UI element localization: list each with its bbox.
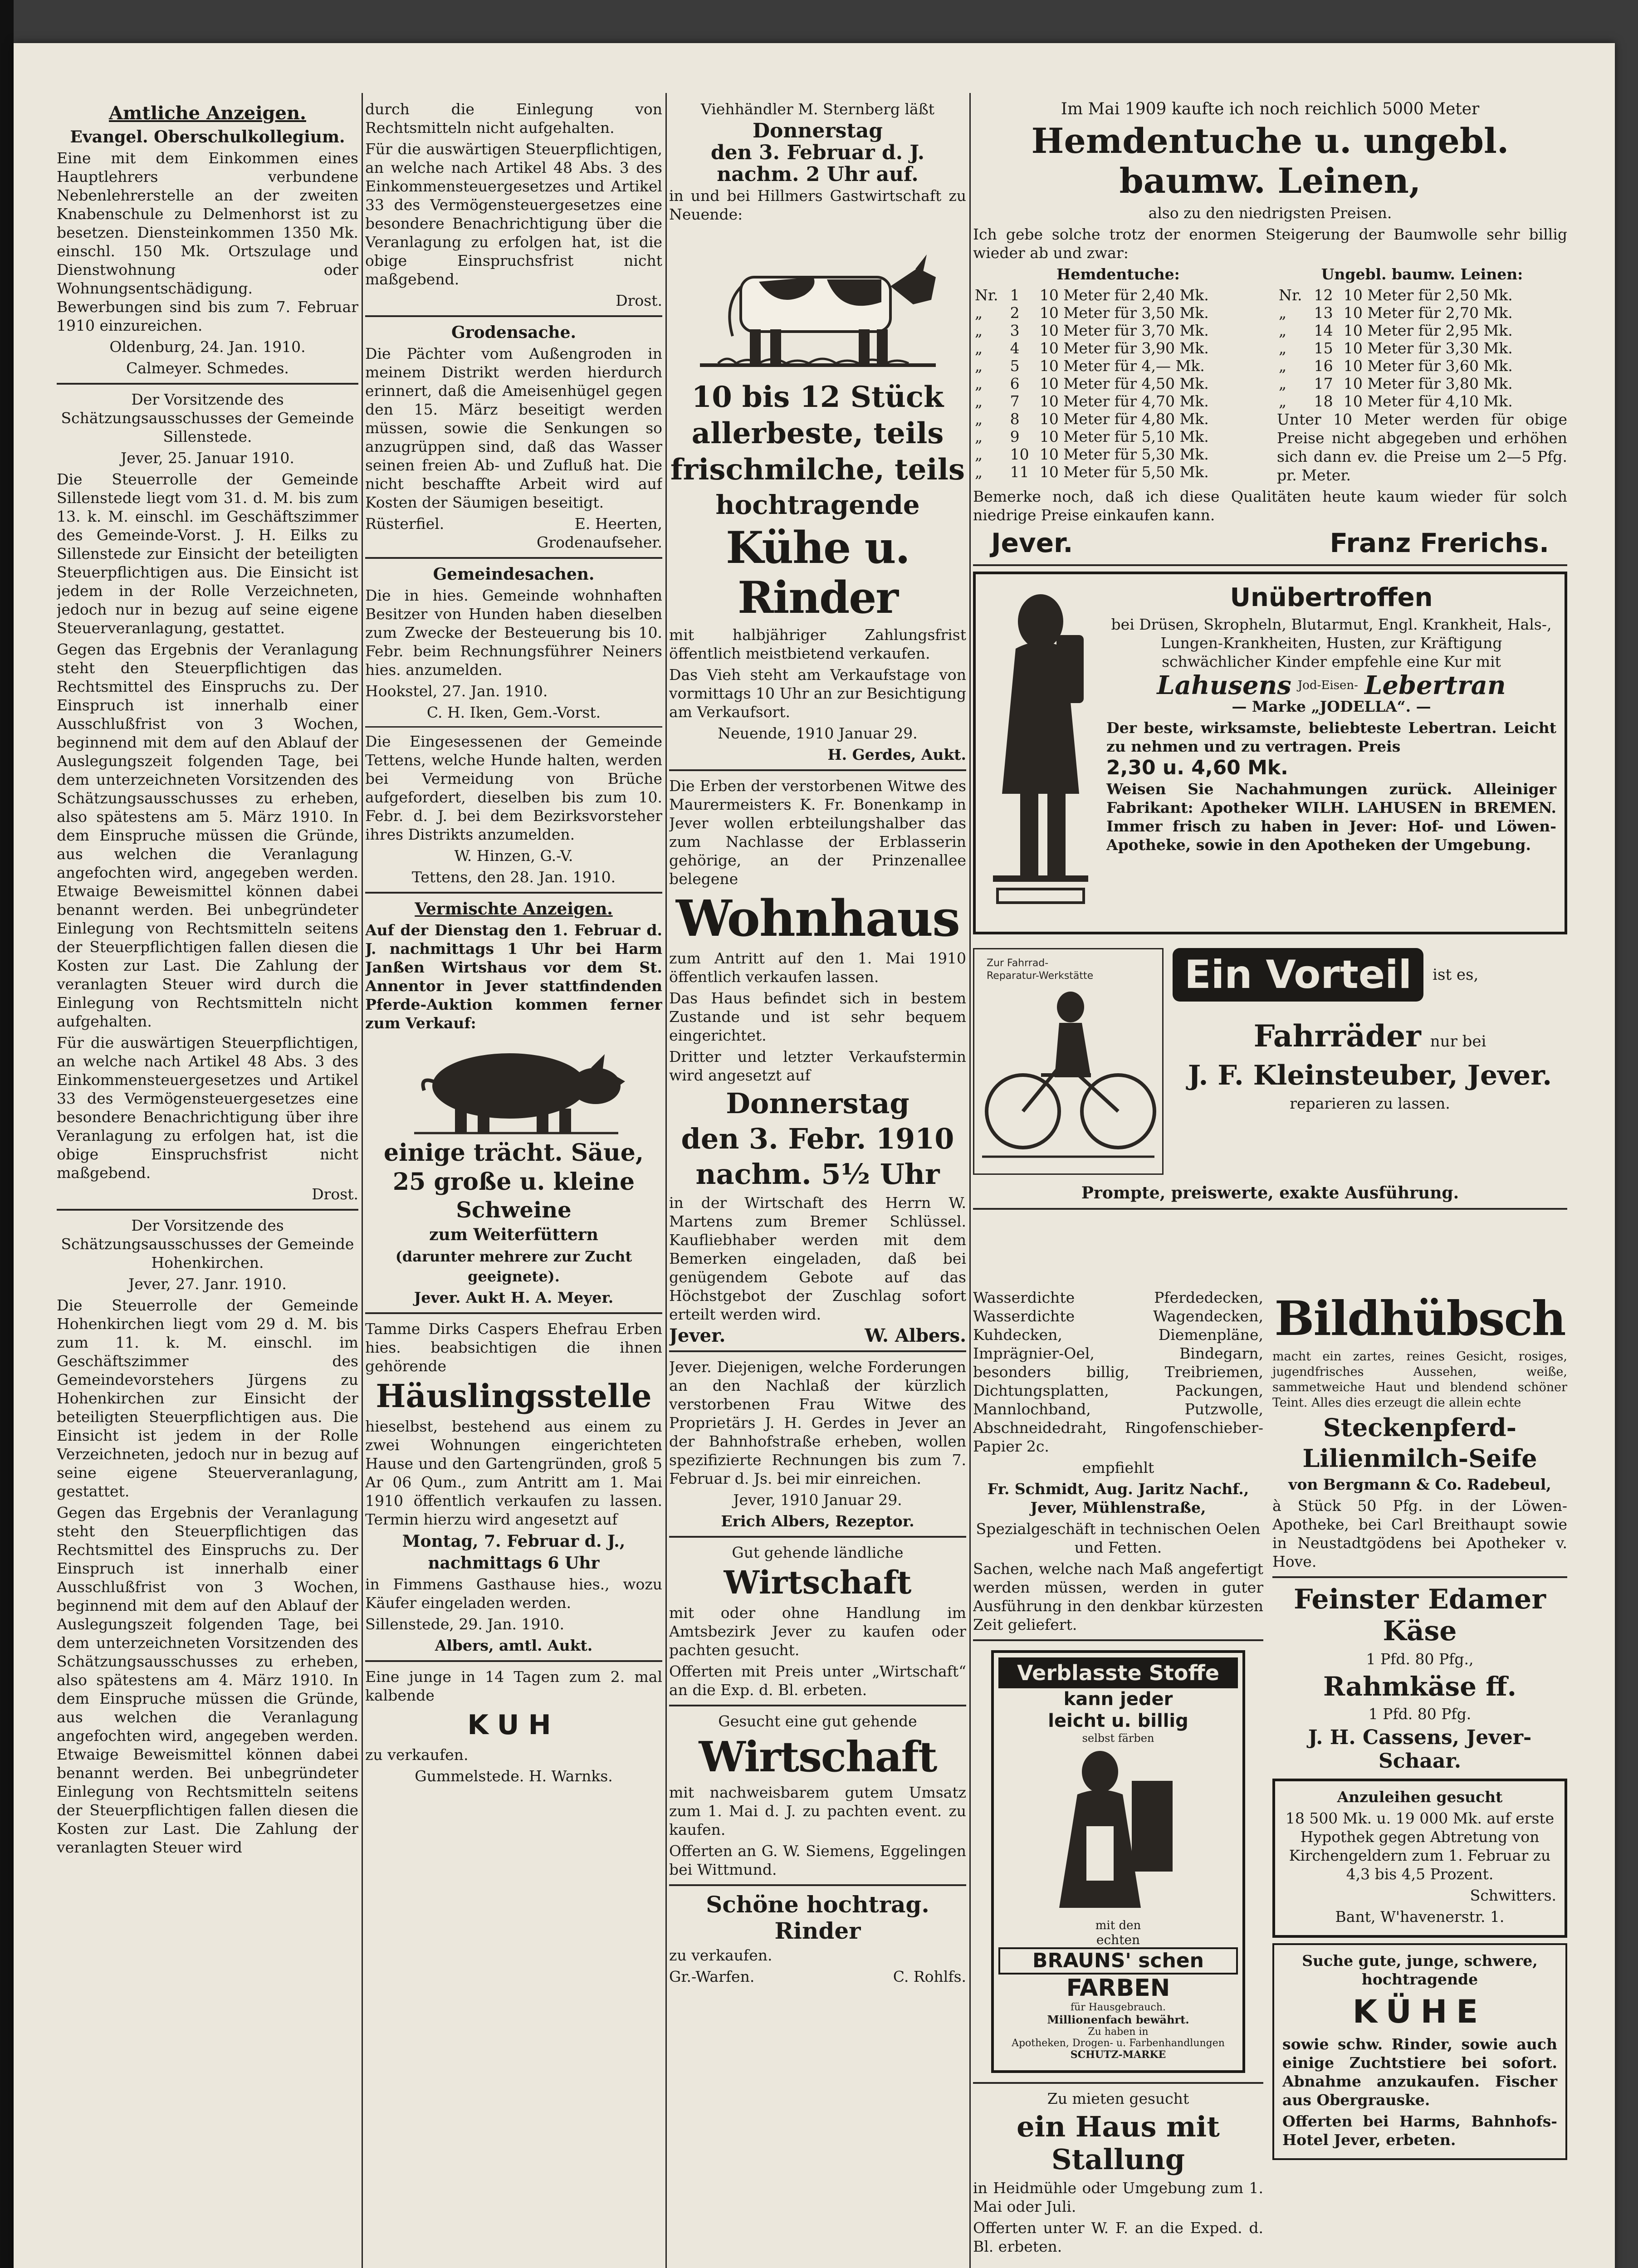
ad-signature: H. Gerdes, Aukt. [827,746,966,763]
cow-illustration [691,227,945,377]
ad-subline: also zu den niedrigsten Preisen. [1148,204,1392,222]
divider [365,557,662,559]
price-cell: Nr. [1279,286,1302,304]
kleinsteuber-banner-row [1173,948,1567,1002]
price-cell: 10 Meter für 3,50 Mk. [1039,304,1209,322]
price-cell: 12 [1314,286,1333,304]
price-cell: 10 Meter für 2,50 Mk. [1343,286,1513,304]
price-cell: „ [975,463,983,481]
ad-signature: Drost. [616,292,662,309]
ad-body: Das Haus befindet sich in bestem Zustande und ist sehr bequem eingerichtet. [669,989,966,1044]
price-row [973,463,1263,481]
price-row [1277,304,1567,322]
ad-body: Bemerke noch, daß ich diese Qualitäten heute kaum wieder für solch niedrige Preise einkaufen kann. [973,488,1567,524]
brauns-text: Millionenfach bewährt. [1047,2013,1189,2026]
brand-type: Jod-Eisen- [1297,679,1358,692]
ad-signature-row [669,1326,966,1345]
ad-signature: Schwitters. [1470,1887,1556,1904]
kleinsteuber-text [1173,948,1567,1184]
price-cell: 10 Meter für 4,10 Mk. [1343,392,1513,410]
ad-signature: C. H. Iken, Gem.-Vorst. [426,704,601,721]
ad-body: mit nachweisbarem gutem Umsatz zum 1. Mai d. J. zu pachten event. zu kaufen. [669,1784,966,1838]
brand-marke: — Marke „JODELLA“. — [1232,698,1431,715]
brauns-title: Verblasste Stoffe [998,1657,1238,1688]
ad-signature: C. Rohlfs. [893,1968,966,1985]
divider [973,2082,1263,2084]
brand-product: Lebertran [1364,670,1506,700]
divider [57,383,358,385]
ad-place: Jever. [991,528,1073,558]
price-cell: 10 Meter für 5,10 Mk. [1039,428,1209,445]
ad-date: Donnerstag [726,1087,909,1120]
lahusen-brand [1106,670,1556,700]
price-row [973,375,1263,392]
ad-headline: Feinster Edamer Käse [1294,1584,1546,1647]
price-cell: 9 [1010,428,1020,445]
price-cell: 17 [1314,375,1333,392]
ad-body: mit oder ohne Handlung im Amtsbezirk Jever zu kaufen oder pachten gesucht. [669,1604,966,1659]
price-cell: 10 Meter für 2,70 Mk. [1343,304,1513,322]
brauns-text: echten [1096,1932,1140,1947]
divider [669,1705,966,1706]
ad-footer: Prompte, preiswerte, exakte Ausführung. [1081,1183,1459,1202]
ad-body: Gegen das Ergebnis der Veranlagung steht den Steuerpflichtigen das Rechtsmittel des Einspruchs zu. Der Einspruch ist innerhalb einer Ausschlußfrist von 3 Wochen, beginnend mit dem auf den Ablauf der Auslegungszeit folgenden Tage, bei dem unterzeichneten Vorsitzenden des Schätzungsausschusses zu erheben, also spätestens am 4. März 1910. In dem Einspruche müssen die Gründe, aus welchen die Veranlagung angefochten wird, angegeben werden. Etwaige Beweismittel können dabei benannt werden. Bei unbegründeter Einlegung von Rechtsmitteln seitens der Steuerpflichtigen fallen diesen die Kosten zur Last. Die Zahlung der veranlagten Steuer wird [57,1504,358,1856]
divider [365,1660,662,1662]
ad-price: 1 Pfd. 80 Pfg. [1368,1705,1472,1723]
newspaper-page [14,43,1615,2268]
price-cell: 14 [1314,322,1333,339]
column-2 [365,100,662,2268]
price-cell: „ [1279,339,1287,357]
ad-body: Gegen das Ergebnis der Veranlagung steht den Steuerpflichtigen das Rechtsmittel des Einspruchs zu. Der Einspruch ist innerhalb einer Ausschlußfrist von 3 Wochen, beginnend mit dem auf den Ablauf der Auslegungszeit folgenden Tage, bei dem unterzeichneten Vorsitzenden des Schätzungsausschusses zu erheben, also spätestens am 5. März 1910. In dem Einspruche müssen die Gründe, aus welchen die Veranlagung angefochten wird, angegeben werden. Etwaige Beweismittel können dabei benannt werden. Bei unbegründeter Einlegung von Rechtsmitteln seitens der Steuerpflichtigen fallen diesen die Kosten zur Last. Die Zahlung der veranlagten Steuer wird durch die Einlegung von Rechtsmitteln nicht aufgehalten. [57,640,358,1030]
ad-intro: Im Mai 1909 kaufte ich noch reichlich 5000 Meter [1061,100,1480,118]
price-cell: „ [1279,375,1287,392]
ad-title: Grodensache. [451,323,577,342]
price-row [973,410,1263,428]
ad-headline: 25 große u. kleine [392,1168,635,1196]
price-cell: „ [975,375,983,392]
price-cell: 13 [1314,304,1333,322]
ad-intro: Suche gute, junge, schwere, hochtragende [1302,1952,1538,1988]
ad-date: Donnerstag [752,119,883,142]
price-cell: 18 [1314,392,1333,410]
divider [973,1208,1567,1210]
divider [973,1639,1263,1641]
price-cell: Nr. [975,286,998,304]
price-cell: 10 Meter für 3,70 Mk. [1039,322,1209,339]
ad-text: nur bei [1430,1032,1486,1051]
divider [1272,1576,1567,1578]
ad-signature: Drost. [312,1185,358,1203]
ad-intro: Gesucht eine gut gehende [718,1712,917,1730]
divider [669,1884,966,1886]
ad-place: Jever. [669,1325,726,1346]
price-row [973,357,1263,375]
brauns-subtitle: leicht u. billig [1048,1711,1188,1731]
ad-date: nachm. 2 Uhr auf. [717,163,919,186]
ad-body: Offerten an G. W. Siemens, Eggelingen bei Wittmund. [669,1842,966,1878]
price-cell: 10 Meter für 5,50 Mk. [1039,463,1209,481]
ad-date: den 3. Febr. 1910 [681,1122,954,1155]
ad-title: Der Vorsitzende des Schätzungsausschusses der Gemeinde Sillenstede. [61,391,354,445]
ad-brand: Lilienmilch-Seife [1302,1444,1537,1473]
anleihen-ad [1272,1779,1567,1938]
price-cell: 10 Meter für 2,95 Mk. [1343,322,1513,339]
ad-body: Wasserdichte Pferdedecken, Wasserdichte Wagendecken, Kuhdecken, Diemenpläne, Imprägnier-Oel, Bindegarn, besonders billig, Treibriemen, Dichtungsplatten, Packungen, Mannlochband, Putzwolle, Abschneidedraht, Ringofenschieber-Papier 2c. [973,1289,1263,1455]
pig-illustration [401,1036,627,1136]
price-row [973,428,1263,445]
ad-headline: KÜHE [1352,1993,1487,2030]
brauns-trademark: SCHUTZ-MARKE [1070,2049,1166,2061]
column-rule [969,93,971,2268]
ad-signature-row [973,527,1567,559]
ad-body: mit halbjähriger Zahlungsfrist öffentlich meistbietend verkaufen. [669,626,966,662]
ad-place: Oldenburg, 24. Jan. 1910. [109,338,306,356]
ad-body: Die Erben der verstorbenen Witwe des Maurermeisters K. Fr. Bonenkamp in Jever wollen erbteilungshalber das zum Nachlasse der Erblasserin gehörige, an der Prinzenallee belegene [669,777,966,888]
brauns-text: selbst färben [1082,1732,1154,1745]
ad-signature-row [669,1967,966,1986]
ad-body: Eine junge in 14 Tagen zum 2. mal kalbende [365,1668,662,1704]
section-heading: Vermischte Anzeigen. [415,899,613,919]
ad-date: nachmittags 6 Uhr [428,1554,600,1573]
ad-body: Der beste, wirksamste, beliebteste Lebertran. Leicht zu nehmen und zu vertragen. Preis [1106,719,1556,755]
ad-intro: Zu mieten gesucht [1047,2090,1189,2107]
price-cell: 10 Meter für 3,90 Mk. [1039,339,1209,357]
price-row [973,286,1263,304]
price-cell: 10 Meter für 4,50 Mk. [1039,375,1209,392]
ad-place: Tettens, den 28. Jan. 1910. [411,868,616,886]
fisherman-illustration [984,581,1097,916]
ad-headline: Hemdentuche u. ungebl. baumw. Leinen, [1031,121,1509,201]
ad-signature: Erich Albers, Rezeptor. [721,1512,914,1530]
ad-body: Offerten unter W. F. an die Exped. d. Bl. erbeten. [973,2219,1263,2255]
divider [365,1312,662,1314]
ad-intro: Viehhändler M. Sternberg läßt [700,100,934,118]
ad-headline: Unübertroffen [1230,583,1433,612]
column-3 [669,100,966,2268]
price-row [1277,357,1567,375]
ad-headline: Schweine [456,1198,572,1223]
ad-signature: Franz Frerichs. [1330,528,1549,558]
ad-body: Die in hies. Gemeinde wohnhaften Besitzer von Hunden haben dieselben zum Zwecke der Besteuerung bis 10. Febr. beim Rechnungsführer Neiners hies. anzumelden. [365,587,662,679]
ad-signature: Grodenaufseher. [537,533,662,551]
kleinsteuber-product-row [1173,1015,1567,1057]
ad-body: Eine mit dem Einkommen eines Hauptlehrers verbundene Nebenlehrerstelle an der zweiten Knabenschule zu Delmenhorst ist zu besetzen. Diensteinkommen 1350 Mk. einschl. 150 Mk. Ortszulage und Dienstwohnung oder Wohnungsentschädigung. Bewerbungen sind bis zum 7. Februar 1910 einzureichen. [57,149,358,334]
ad-headline: Wirtschaft [724,1564,912,1601]
price-cell: 10 Meter für 3,80 Mk. [1343,375,1513,392]
brauns-brand: BRAUNS' schen [998,1947,1238,1975]
ad-body: in Fimmens Gasthause hies., wozu Käufer eingeladen werden. [365,1575,662,1612]
price-cell: „ [1279,322,1287,339]
divider [365,726,662,728]
ad-headline: Häuslingsstelle [376,1377,652,1415]
ad-headline: Wohnhaus [675,889,960,948]
price-cell: „ [1279,392,1287,410]
cyclist-illustration [973,948,1164,1175]
price-cell: 15 [1314,339,1333,357]
lahusen-text [1106,581,1556,925]
price-cell: 10 Meter für 4,70 Mk. [1039,392,1209,410]
price-cell: 8 [1010,410,1020,428]
divider [669,1536,966,1538]
ad-body: Für die auswärtigen Steuerpflichtigen, an welche nach Artikel 48 Abs. 3 des Einkommensteuergesetzes und Artikel 33 des Vermögensteuergesetzes eine besondere Benachrichtigung über die Veranlagung zu erfolgen hat, ist die obige Einspruchsfrist nicht maßgebend. [365,140,662,288]
ad-body: zum Antritt auf den 1. Mai 1910 öffentlich verkaufen lassen. [669,949,966,986]
price-cell: 1 [1010,286,1020,304]
price-row [973,339,1263,357]
price-row [1277,286,1567,304]
ad-headline: KUH [467,1709,560,1741]
ad-body: in Heidmühle oder Umgebung zum 1. Mai oder Juli. [973,2179,1263,2215]
ad-place: Jever, 25. Januar 1910. [121,449,294,467]
price-cell: 5 [1010,357,1020,375]
divider [365,892,662,894]
divider [365,315,662,317]
ad-body: zu verkaufen. [669,1946,773,1964]
ad-body: Die Steuerrolle der Gemeinde Sillenstede liegt vom 31. d. M. bis zum 13. k. M. einschl. im Geschäftszimmer des Gemeinde-Vorst. J. H. Eilks zu Sillenstede zur Einsicht der beteiligten Steuerpflichtigen aus. Die Einsicht ist jedem in der Rolle Verzeichneten, jedoch nur in bezug auf seine eigene Steuerveranlagung, gestattet. [57,470,358,637]
price-row [1277,339,1567,357]
ad-body: Weisen Sie Nachahmungen zurück. Alleiniger Fabrikant: Apotheker WILH. LAHUSEN in BREMEN. Immer frisch zu haben in Jever: Hof- und Löwen-Apotheke, sowie in den Apotheken der Umgebung. [1106,780,1556,854]
ad-date: Montag, 7. Februar d. J., [402,1532,626,1551]
ad-place: Gr.-Warfen. [669,1968,755,1985]
section-heading: Amtliche Anzeigen. [109,103,306,124]
ad-place: Neuende, 1910 Januar 29. [718,724,918,742]
ad-title: Anzuleihen gesucht [1337,1788,1503,1806]
brauns-text: für Hausgebrauch. [1070,2002,1166,2013]
ad-body: Offerten mit Preis unter „Wirtschaft“ an die Exp. d. Bl. erbeten. [669,1662,966,1699]
price-cell: 10 Meter für 4,80 Mk. [1039,410,1209,428]
ad-headline: 10 bis 12 Stück [691,380,944,414]
ad-body: à Stück 50 Pfg. in der Löwen-Apotheke, bei Carl Breithaupt sowie in Neustadtgödens bei Apotheker v. Hove. [1272,1497,1567,1570]
brauns-text: mit den [1095,1919,1141,1932]
ad-headline: Wirtschaft [699,1732,937,1781]
divider [669,1350,966,1352]
price-table [973,286,1263,481]
ad-price: 2,30 u. 4,60 Mk. [1106,756,1288,779]
ad-signature: W. Hinzen, G.-V. [454,847,573,865]
brauns-farben: FARBEN [1066,1975,1170,2002]
ad-banner-tail: ist es, [1433,966,1479,984]
ad-text: empfiehlt [1082,1459,1154,1476]
ad-headline: Schöne hochtrag. Rinder [706,1891,929,1944]
ad-body: Das Vieh steht am Verkaufstage von vormittags 10 Uhr an zur Besichtigung am Verkaufsort. [669,666,966,721]
ad-banner: Ein Vorteil [1173,948,1423,1002]
ad-signature: Albers, amtl. Aukt. [435,1637,593,1654]
ad-headline: frischmilche, teils [670,453,965,487]
price-cell: „ [1279,304,1287,322]
kuehe-ad [1272,1943,1567,2160]
ad-headline: einige trächt. Säue, [384,1139,644,1167]
column-4-left [973,1288,1263,2258]
brauns-ad [991,1650,1245,2073]
ad-signature-row [365,514,662,533]
price-cell: „ [1279,357,1287,375]
kleinsteuber-ad [973,948,1567,1184]
ad-headline: Rahmkäse ff. [1323,1671,1516,1702]
ad-place: Hookstel, 27. Jan. 1910. [365,682,548,700]
ad-headline: Kühe u. Rinder [726,522,909,623]
price-cell: „ [975,339,983,357]
column-4 [973,100,1567,2268]
ad-body: zu verkaufen. [365,1746,469,1764]
ad-body: Spezialgeschäft in technischen Oelen und Fetten. [976,1520,1261,1556]
ad-body: Jever. Diejenigen, welche Forderungen an den Nachlaß der kürzlich verstorbenen Frau Witwe des Proprietärs J. H. Gerdes in Jever an der Bahnhofstraße erheben, wollen spezifizierte Rechnungen bis zum 7. Februar d. Js. bei mir einreichen. [669,1358,966,1487]
price-cell: 10 Meter für 3,30 Mk. [1343,339,1513,357]
ad-signature: Gummelstede. H. Warnks. [415,1767,613,1785]
ad-body: bei Drüsen, Skropheln, Blutarmut, Engl. Krankheit, Hals-, Lungen-Krankheiten, Husten, zur Kräftigung schwächlicher Kinder empfehle eine Kur mit [1111,616,1552,670]
price-cell: „ [975,410,983,428]
price-row [973,445,1263,463]
divider [973,564,1567,566]
ad-subline: zum Weiterfüttern [429,1225,598,1244]
price-cell: 3 [1010,322,1020,339]
ad-headline: Fahrräder [1253,1018,1421,1054]
ad-body: in und bei Hillmers Gastwirtschaft zu Neuende: [669,187,966,223]
ad-body: sowie schw. Rinder, sowie auch einige Zuchtstiere bei sofort. Abnahme anzukaufen. Fischer aus Obergrauske. [1282,2035,1557,2109]
price-cell: 2 [1010,304,1020,322]
price-cell: 10 Meter für 5,30 Mk. [1039,445,1209,463]
price-cell: „ [975,357,983,375]
price-cell: 10 Meter für 4,— Mk. [1039,357,1205,375]
ad-date: nachm. 5½ Uhr [695,1158,940,1191]
ad-body: Die Pächter vom Außengroden in meinem Distrikt werden hierdurch erinnert, daß die Ameisenhügel gegen den 15. März beseitigt werden müssen, sowie die Senkungen so anzugrüppen sind, daß das Wasser seinen freien Ab- und Zufluß hat. Die nicht beschaffte Arbeit wird auf Kosten der Säumigen beseitigt. [365,345,662,511]
price-cell: 10 Meter für 2,40 Mk. [1039,286,1209,304]
ad-name: J. F. Kleinsteuber, Jever. [1188,1060,1552,1091]
ad-body: Sachen, welche nach Maß angefertigt werden müssen, werden in guter Ausführung in den denkbar kürzesten Zeit geliefert. [973,1560,1263,1633]
ad-body: durch die Einlegung von Rechtsmitteln nicht aufgehalten. [365,100,662,137]
ad-place: Bant, W'havenerstr. 1. [1335,1908,1505,1926]
ad-place: Sillenstede, 29. Jan. 1910. [365,1615,564,1633]
shop-sign-line-1: Zur Fahrrad- [987,958,1049,969]
ad-body: Auf der Dienstag den 1. Februar d. J. nachmittags 1 Uhr bei Harm Janßen Wirtshaus vor dem St. Annentor in Jever stattfindenden Pferde-Auktion kommen ferner zum Verkauf: [365,921,662,1032]
ad-signature: W. Albers. [865,1325,966,1346]
ad-place: Jever, 27. Janr. 1910. [128,1275,287,1293]
column-rule [362,93,363,2268]
price-row [1277,392,1567,410]
ad-date: den 3. Februar d. J. [710,141,925,164]
ad-place: Jever, 1910 Januar 29. [733,1491,902,1509]
ad-name: Fr. Schmidt, Aug. Jaritz Nachf., Jever, Mühlenstraße, [987,1480,1249,1516]
price-list-hemdentuche [973,265,1263,487]
ad-title: Evangel. Oberschulkollegium. [70,127,345,147]
divider [669,769,966,771]
shop-sign-line-2: Reparatur-Werkstätte [987,970,1094,982]
frerichs-ad [973,100,1567,1215]
price-note: Unter 10 Meter werden für obige Preise nicht abgegeben und erhöhen sich dann ev. die Preise um 2—5 Pfg. pr. Meter. [1277,411,1567,484]
lahusen-ad [973,572,1567,934]
price-cell: 10 [1010,445,1029,463]
divider [57,1209,358,1211]
price-table [1277,286,1567,410]
ad-body: Die Steuerrolle der Gemeinde Hohenkirchen liegt vom 29 d. M. bis zum 11. k. M. einschl. im Geschäftszimmer des Gemeindevorstehers Jürgens zu Hohenkirchen zur Einsicht der beteiligten Steuerpflichtigen aus. Die Einsicht ist jedem in der Rolle Verzeichneten, jedoch nur in bezug auf seine eigene Steuerveranlagung, gestattet. [57,1296,358,1500]
price-row [1277,375,1567,392]
column-1 [57,100,358,2268]
price-cell: „ [975,322,983,339]
price-cell: 4 [1010,339,1020,357]
ad-body: Für die auswärtigen Steuerpflichtigen, an welche nach Artikel 48 Abs. 3 des Einkommensteuergesetzes und Artikel 33 des Vermögensteuergesetzes eine besondere Benachrichtigung über ihre Veranlagung zu erfolgen hat, ist die obige Einspruchsfrist nicht maßgebend. [57,1034,358,1182]
ad-brand: Steckenpferd- [1323,1413,1517,1442]
price-cell: „ [975,428,983,445]
column-rule [665,93,667,2268]
column-4-right [1272,1288,1567,2165]
price-cell: 7 [1010,392,1020,410]
ad-body: Tamme Dirks Caspers Ehefrau Erben hies. beabsichtigen die ihnen gehörende [365,1320,662,1375]
price-cell: „ [975,392,983,410]
ad-place: Rüsterfiel. [365,515,445,533]
ad-body: Ich gebe solche trotz der enormen Steigerung der Baumwolle sehr billig wieder ab und zwar: [973,225,1567,262]
price-cell: 6 [1010,375,1020,392]
ad-signature: J. H. Cassens, Jever-Schaar. [1308,1726,1532,1773]
ad-body: 18 500 Mk. u. 19 000 Mk. auf erste Hypothek gegen Abtretung von Kirchengeldern zum 1. Februar zu 4,3 bis 4,5 Prozent. [1285,1809,1555,1883]
brauns-subtitle: kann jeder [1063,1689,1173,1710]
ad-body: hieselbst, bestehend aus einem zu zwei Wohnungen eingerichteten Hause und den Gartengründen, groß 5 Ar 06 Qum., zum Antritt am 1. Mai 1910 öffentlich verkaufen zu lassen. Termin hierzu wird angesetzt auf [365,1418,662,1528]
ad-signature: Jever. Aukt H. A. Meyer. [414,1289,614,1306]
price-row [1277,322,1567,339]
ad-headline: ein Haus mit Stallung [1017,2110,1220,2176]
price-row [973,322,1263,339]
ad-headline: hochtragende [715,489,920,520]
ad-title: Gemeindesachen. [433,565,595,584]
price-list-heading: Ungebl. baumw. Leinen: [1321,265,1523,283]
brauns-text: Zu haben in [1088,2026,1149,2038]
ad-body: Offerten bei Harms, Bahnhofs-Hotel Jever, erbeten. [1282,2112,1557,2149]
ad-body: Dritter und letzter Verkaufstermin wird angesetzt auf [669,1048,966,1084]
brauns-text: Apotheken, Drogen- u. Farbenhandlungen [1012,2038,1225,2049]
ad-signature: Calmeyer. Schmedes. [126,359,289,377]
price-cell: 10 Meter für 3,60 Mk. [1343,357,1513,375]
ad-body: macht ein zartes, reines Gesicht, rosiges, jugendfrisches Aussehen, weiße, sammetweiche Haut und blendend schöner Teint. Alles dies erzeugt die allein echte [1272,1349,1567,1410]
scan-edge [0,0,14,2268]
ad-title: Der Vorsitzende des Schätzungsausschusses der Gemeinde Hohenkirchen. [61,1217,354,1271]
ad-subline: reparieren zu lassen. [1290,1095,1450,1112]
ad-headline: allerbeste, teils [691,416,944,450]
price-list-leinen [1277,265,1567,487]
brand-name: Lahusens [1157,670,1291,700]
price-row [973,392,1263,410]
price-row [973,304,1263,322]
ad-subline: (darunter mehrere zur Zucht geeignete). [395,1248,632,1285]
price-cell: 11 [1010,463,1029,481]
woman-dyeing-illustration [1050,1745,1186,1917]
price-cell: „ [975,304,983,322]
ad-headline: Bildhübsch [1274,1290,1565,1346]
ad-signature: E. Heerten, [574,515,662,533]
ad-intro: Gut gehende ländliche [732,1544,904,1561]
price-lists [973,265,1567,487]
ad-body: in der Wirtschaft des Herrn W. Martens zum Bremer Schlüssel. Kaufliebhaber werden mit dem Bemerken eingeladen, daß bei genügendem Gebote auf das Höchstgebot der Zuschlag sofort erteilt werden wird. [669,1194,966,1323]
price-list-heading: Hemdentuche: [1056,265,1180,283]
ad-price: 1 Pfd. 80 Pfg., [1366,1650,1474,1668]
ad-maker: von Bergmann & Co. Radebeul, [1288,1476,1551,1493]
ad-body: Die Eingesessenen der Gemeinde Tettens, welche Hunde halten, werden bei Vermeidung von Brüche aufgefordert, dieselben bis zum 10. Febr. d. J. bei dem Bezirksvorsteher ihres Distrikts anzumelden. [365,733,662,843]
price-cell: „ [975,445,983,463]
price-cell: 16 [1314,357,1333,375]
